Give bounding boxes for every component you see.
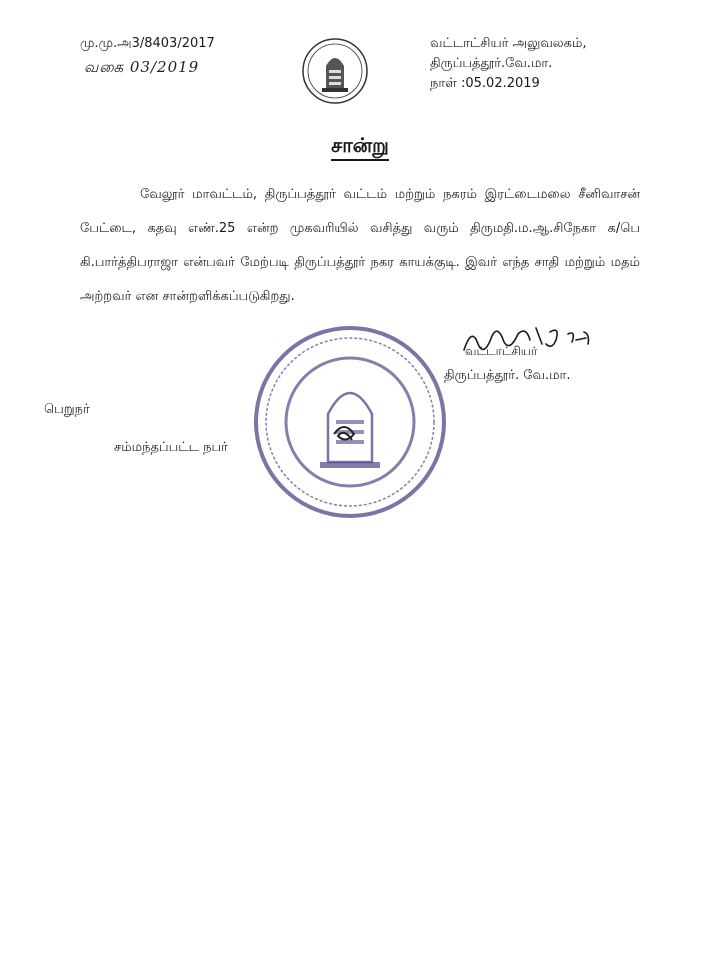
page-title: சான்று <box>0 133 720 160</box>
office-address <box>430 34 587 94</box>
office-place: திருப்பத்தூர்.வே.மா. <box>430 56 553 71</box>
certificate-body <box>80 178 640 314</box>
reference-number: மு.மு.அ3/8403/2017 <box>80 36 215 51</box>
body-paragraph: வேலூர் மாவட்டம், திருப்பத்தூர் வட்டம் மற்றும் நகரம் இரட்டைமலை சீனிவாசன் பேட்டை, கதவு எண்.25 என்ற முகவரியில் வசித்து வரும் திருமதி.ம.ஆ.சிநேகா க/பெ கி.பார்த்திபராஜா என்பவர் மேற்படி திருப்பத்தூர் நகர காயக்குடி. இவர் எந்த சாதி மற்றும் மதம் அற்றவர் என சான்றளிக்கப்படுகிறது. <box>80 187 640 304</box>
handwritten-date: வகை 03/2019 <box>84 58 200 76</box>
signatory-place: திருப்பத்தூர். வே.மா. <box>444 368 571 383</box>
signatory-title: வட்டாட்சியர் <box>465 344 538 358</box>
office-seal-stamp <box>250 322 450 522</box>
office-name: வட்டாட்சியர் அலுவலகம், <box>430 36 587 51</box>
government-emblem-icon <box>300 36 370 106</box>
issue-date: நாள் :05.02.2019 <box>430 76 540 91</box>
recipient-label: பெறுநர் <box>44 402 90 417</box>
recipient-value: சம்மந்தப்பட்ட நபர் <box>114 440 228 455</box>
